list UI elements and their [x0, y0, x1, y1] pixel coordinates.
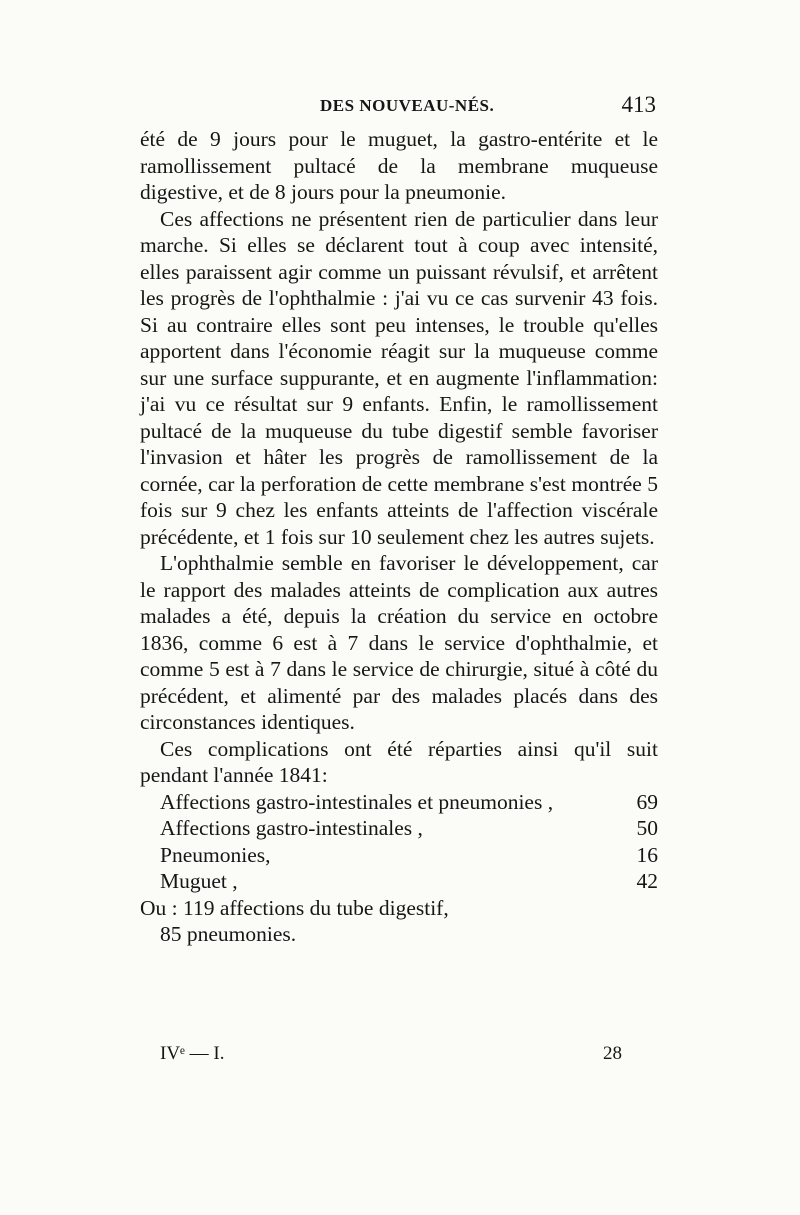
summary-line: Ou : 119 affections du tube digestif,	[140, 895, 449, 920]
page-footer	[160, 1043, 622, 1071]
stat-value: 69	[636, 789, 658, 814]
stat-row	[140, 842, 658, 869]
summary-line: 85 pneumonies.	[160, 922, 297, 946]
paragraph-ophthalmie: L'ophthalmie semble en favoriser le développement, car le rapport des malades atteints de complication aux autres malades a été, depuis la création du service en octobre 1836, comme 6 est à 7 dans le service d'ophthalmie, et comme 5 est à 7 dans le service de chirurgie, situé à côté du précédent, et alimenté par des malades placés dans des circonstances identiques.	[140, 551, 658, 734]
stat-row	[140, 789, 658, 816]
body-text	[140, 126, 658, 948]
stat-row	[140, 815, 658, 842]
stat-label: Pneumonies,	[160, 842, 271, 867]
stat-value: 16	[636, 842, 658, 867]
running-head: DES NOUVEAU-NÉS.	[320, 96, 495, 115]
stat-label: Muguet ,	[160, 869, 238, 893]
stat-row	[140, 868, 658, 895]
statistics-list	[140, 789, 658, 895]
page-number: 413	[621, 92, 656, 117]
paragraph-repartition: Ces complications ont été réparties ainsi qu'il suit pendant l'année 1841:	[140, 736, 658, 787]
stat-label: Affections gastro-intestinales ,	[160, 816, 423, 840]
stat-value: 42	[636, 869, 658, 893]
paragraph-continuation: été de 9 jours pour le muguet, la gastro-entérite et le ramollissement pultacé de la membrane muqueuse digestive, et de 8 jours pour la pneumonie.	[140, 127, 658, 204]
stat-label: Affections gastro-intestinales et pneumonies ,	[160, 789, 554, 814]
stat-value: 50	[636, 816, 658, 840]
page-header	[140, 92, 658, 122]
signature-mark: IVᵉ — I.	[160, 1043, 225, 1064]
sheet-number: 28	[603, 1043, 622, 1064]
paragraph-complications: Ces affections ne présentent rien de particulier dans leur marche. Si elles se déclarent tout à coup avec intensité, elles paraissent agir comme un puissant révulsif, et arrêtent les progrès de l'ophthalmie : j'ai vu ce cas survenir 43 fois. Si au contraire elles sont peu intenses, le trouble qu'elles apportent dans l'économie réagit sur la muqueuse comme sur une surface suppurante, et en augmente l'inflammation: j'ai vu ce résultat sur 9 enfants. Enfin, le ramollissement pultacé de la muqueuse du tube digestif semble favoriser l'invasion et hâter les progrès de ramollissement de la cornée, car la perforation de cette membrane s'est montrée 5 fois sur 9 chez les enfants atteints de l'affection viscérale précédente, et 1 fois sur 10 seulement chez les autres sujets.	[140, 206, 658, 549]
summary	[140, 895, 658, 948]
